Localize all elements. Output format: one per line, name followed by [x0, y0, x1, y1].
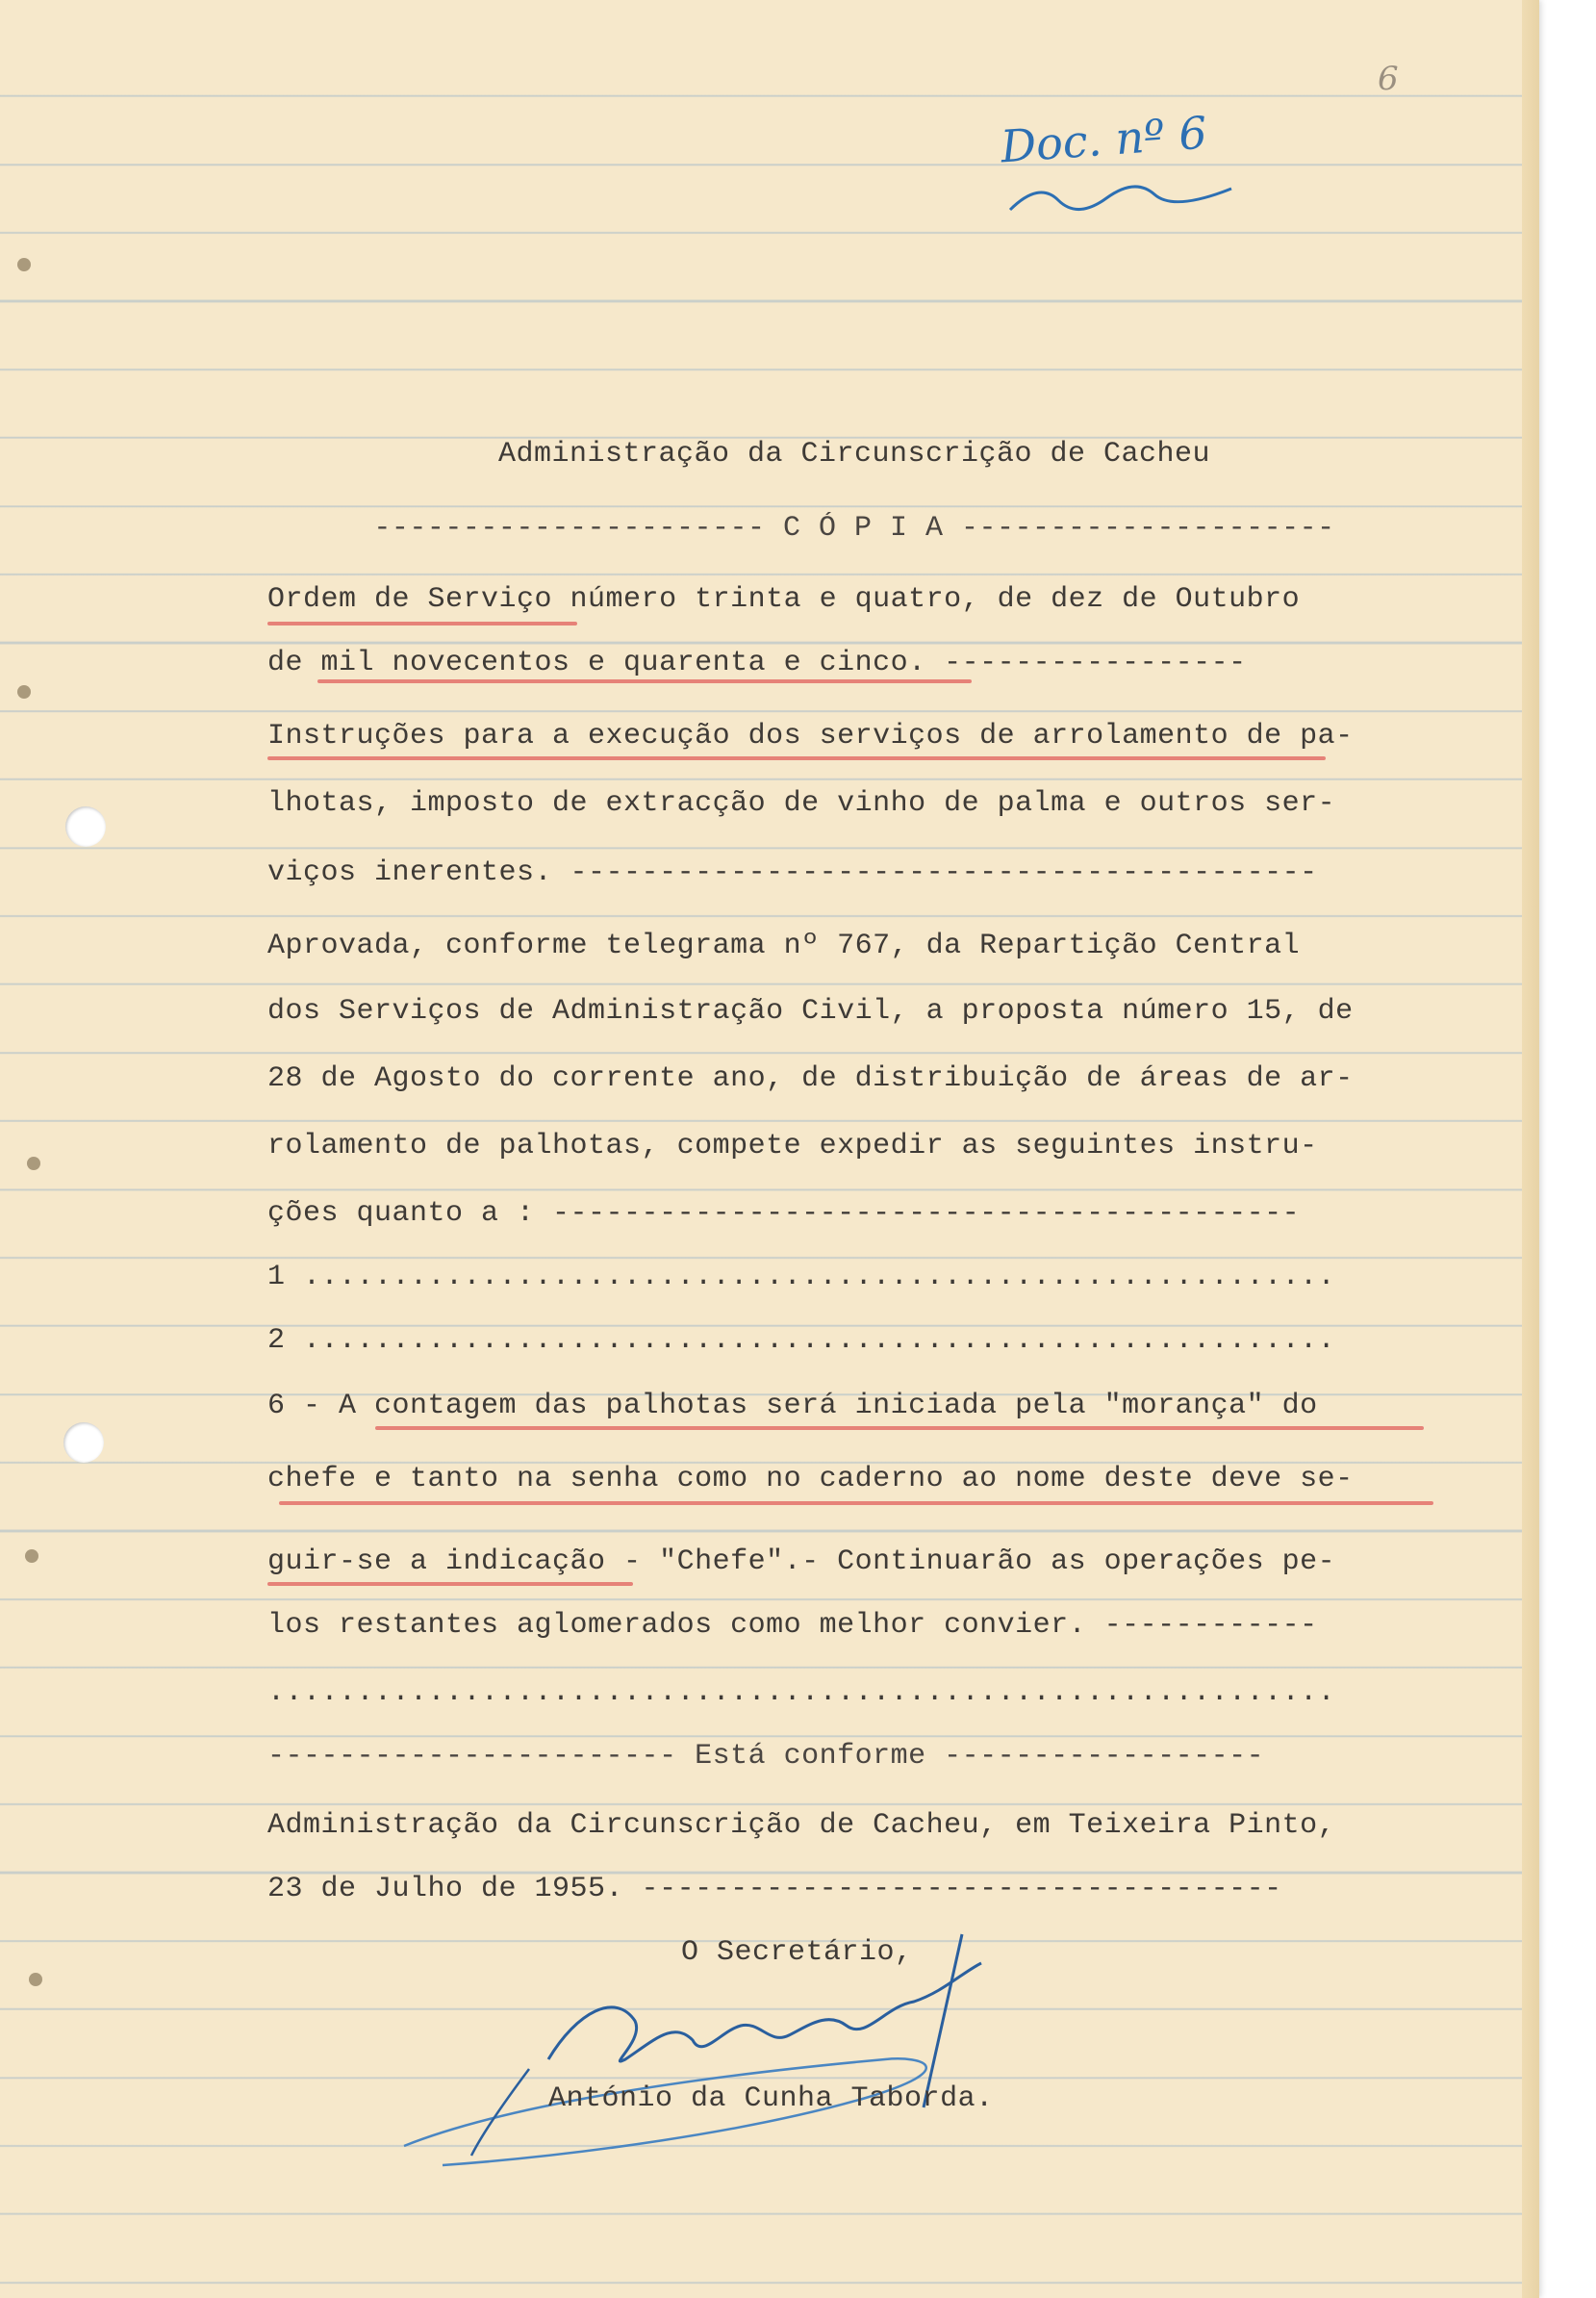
office-heading: Administração da Circunscrição de Cacheu: [497, 438, 1211, 471]
text-line: guir-se a indicação - "Chefe".- Continuarão as operações pe-: [267, 1545, 1336, 1578]
red-underline: [267, 756, 1326, 760]
text-line: Instruções para a execução dos serviços de arrolamento de pa-: [267, 720, 1354, 753]
text-line: 6 - A contagem das palhotas será iniciada pela "morança" do: [267, 1390, 1318, 1422]
text-line: 28 de Agosto do corrente ano, de distribuição de áreas de ar-: [267, 1062, 1354, 1095]
text-line: viços inerentes. ------------------------------------------: [267, 856, 1318, 889]
text-line: 1 ..........................................................: [267, 1261, 1336, 1293]
dash-rule: ----------------------: [373, 512, 783, 545]
page-edge: [1522, 0, 1539, 2298]
text-line: Ordem de Serviço número trinta e quatro, de dez de Outubro: [267, 583, 1301, 616]
red-underline: [267, 622, 577, 626]
dash-rule: ------------------: [925, 1740, 1265, 1773]
text-line: rolamento de palhotas, compete expedir as seguintes instru-: [267, 1130, 1318, 1162]
handwritten-squiggle: [1001, 171, 1241, 219]
punch-hole: [63, 1422, 104, 1463]
text-line: de mil novecentos e quarenta e cinco. -----------------: [267, 647, 1247, 679]
copy-label: C Ó P I A: [782, 512, 944, 545]
punch-hole: [65, 806, 106, 847]
signatory-name: António da Cunha Taborda.: [548, 2082, 994, 2115]
dash-rule: ---------------------: [943, 512, 1335, 545]
copy-heading-row: [267, 512, 1441, 545]
conformity-row: [267, 1740, 1441, 1773]
text-line: ções quanto a : ------------------------------------------: [267, 1197, 1301, 1230]
handwritten-signature: [385, 1915, 1020, 2194]
dash-rule: -----------------------: [267, 1740, 696, 1773]
text-line: 2 ..........................................................: [267, 1324, 1336, 1357]
text-line: ............................................................: [267, 1676, 1336, 1709]
red-underline: [375, 1426, 1424, 1430]
page-number: 6: [1378, 60, 1399, 98]
pin-mark: [17, 685, 31, 699]
text-line: Aprovada, conforme telegrama nº 767, da Repartição Central: [267, 930, 1301, 962]
handwritten-doc-reference: Doc. nº 6: [999, 106, 1209, 173]
text-line: chefe e tanto na senha como no caderno ao nome deste deve se-: [267, 1463, 1354, 1495]
text-line: lhotas, imposto de extracção de vinho de palma e outros ser-: [267, 787, 1336, 820]
text-line: dos Serviços de Administração Civil, a proposta número 15, de: [267, 995, 1354, 1028]
pin-mark: [17, 258, 31, 271]
conformity-label: Está conforme: [695, 1740, 926, 1773]
text-line: los restantes aglomerados como melhor convier. ------------: [267, 1609, 1318, 1642]
red-underline: [267, 1582, 633, 1586]
red-underline: [317, 679, 972, 683]
red-underline: [279, 1501, 1433, 1505]
signatory-title: O Secretário,: [681, 1936, 913, 1969]
pin-mark: [27, 1157, 40, 1170]
date-line: 23 de Julho de 1955. ------------------------------------: [267, 1873, 1282, 1905]
pin-mark: [25, 1549, 38, 1563]
pin-mark: [29, 1973, 42, 1986]
place-line: Administração da Circunscrição de Cacheu, em Teixeira Pinto,: [267, 1809, 1336, 1842]
